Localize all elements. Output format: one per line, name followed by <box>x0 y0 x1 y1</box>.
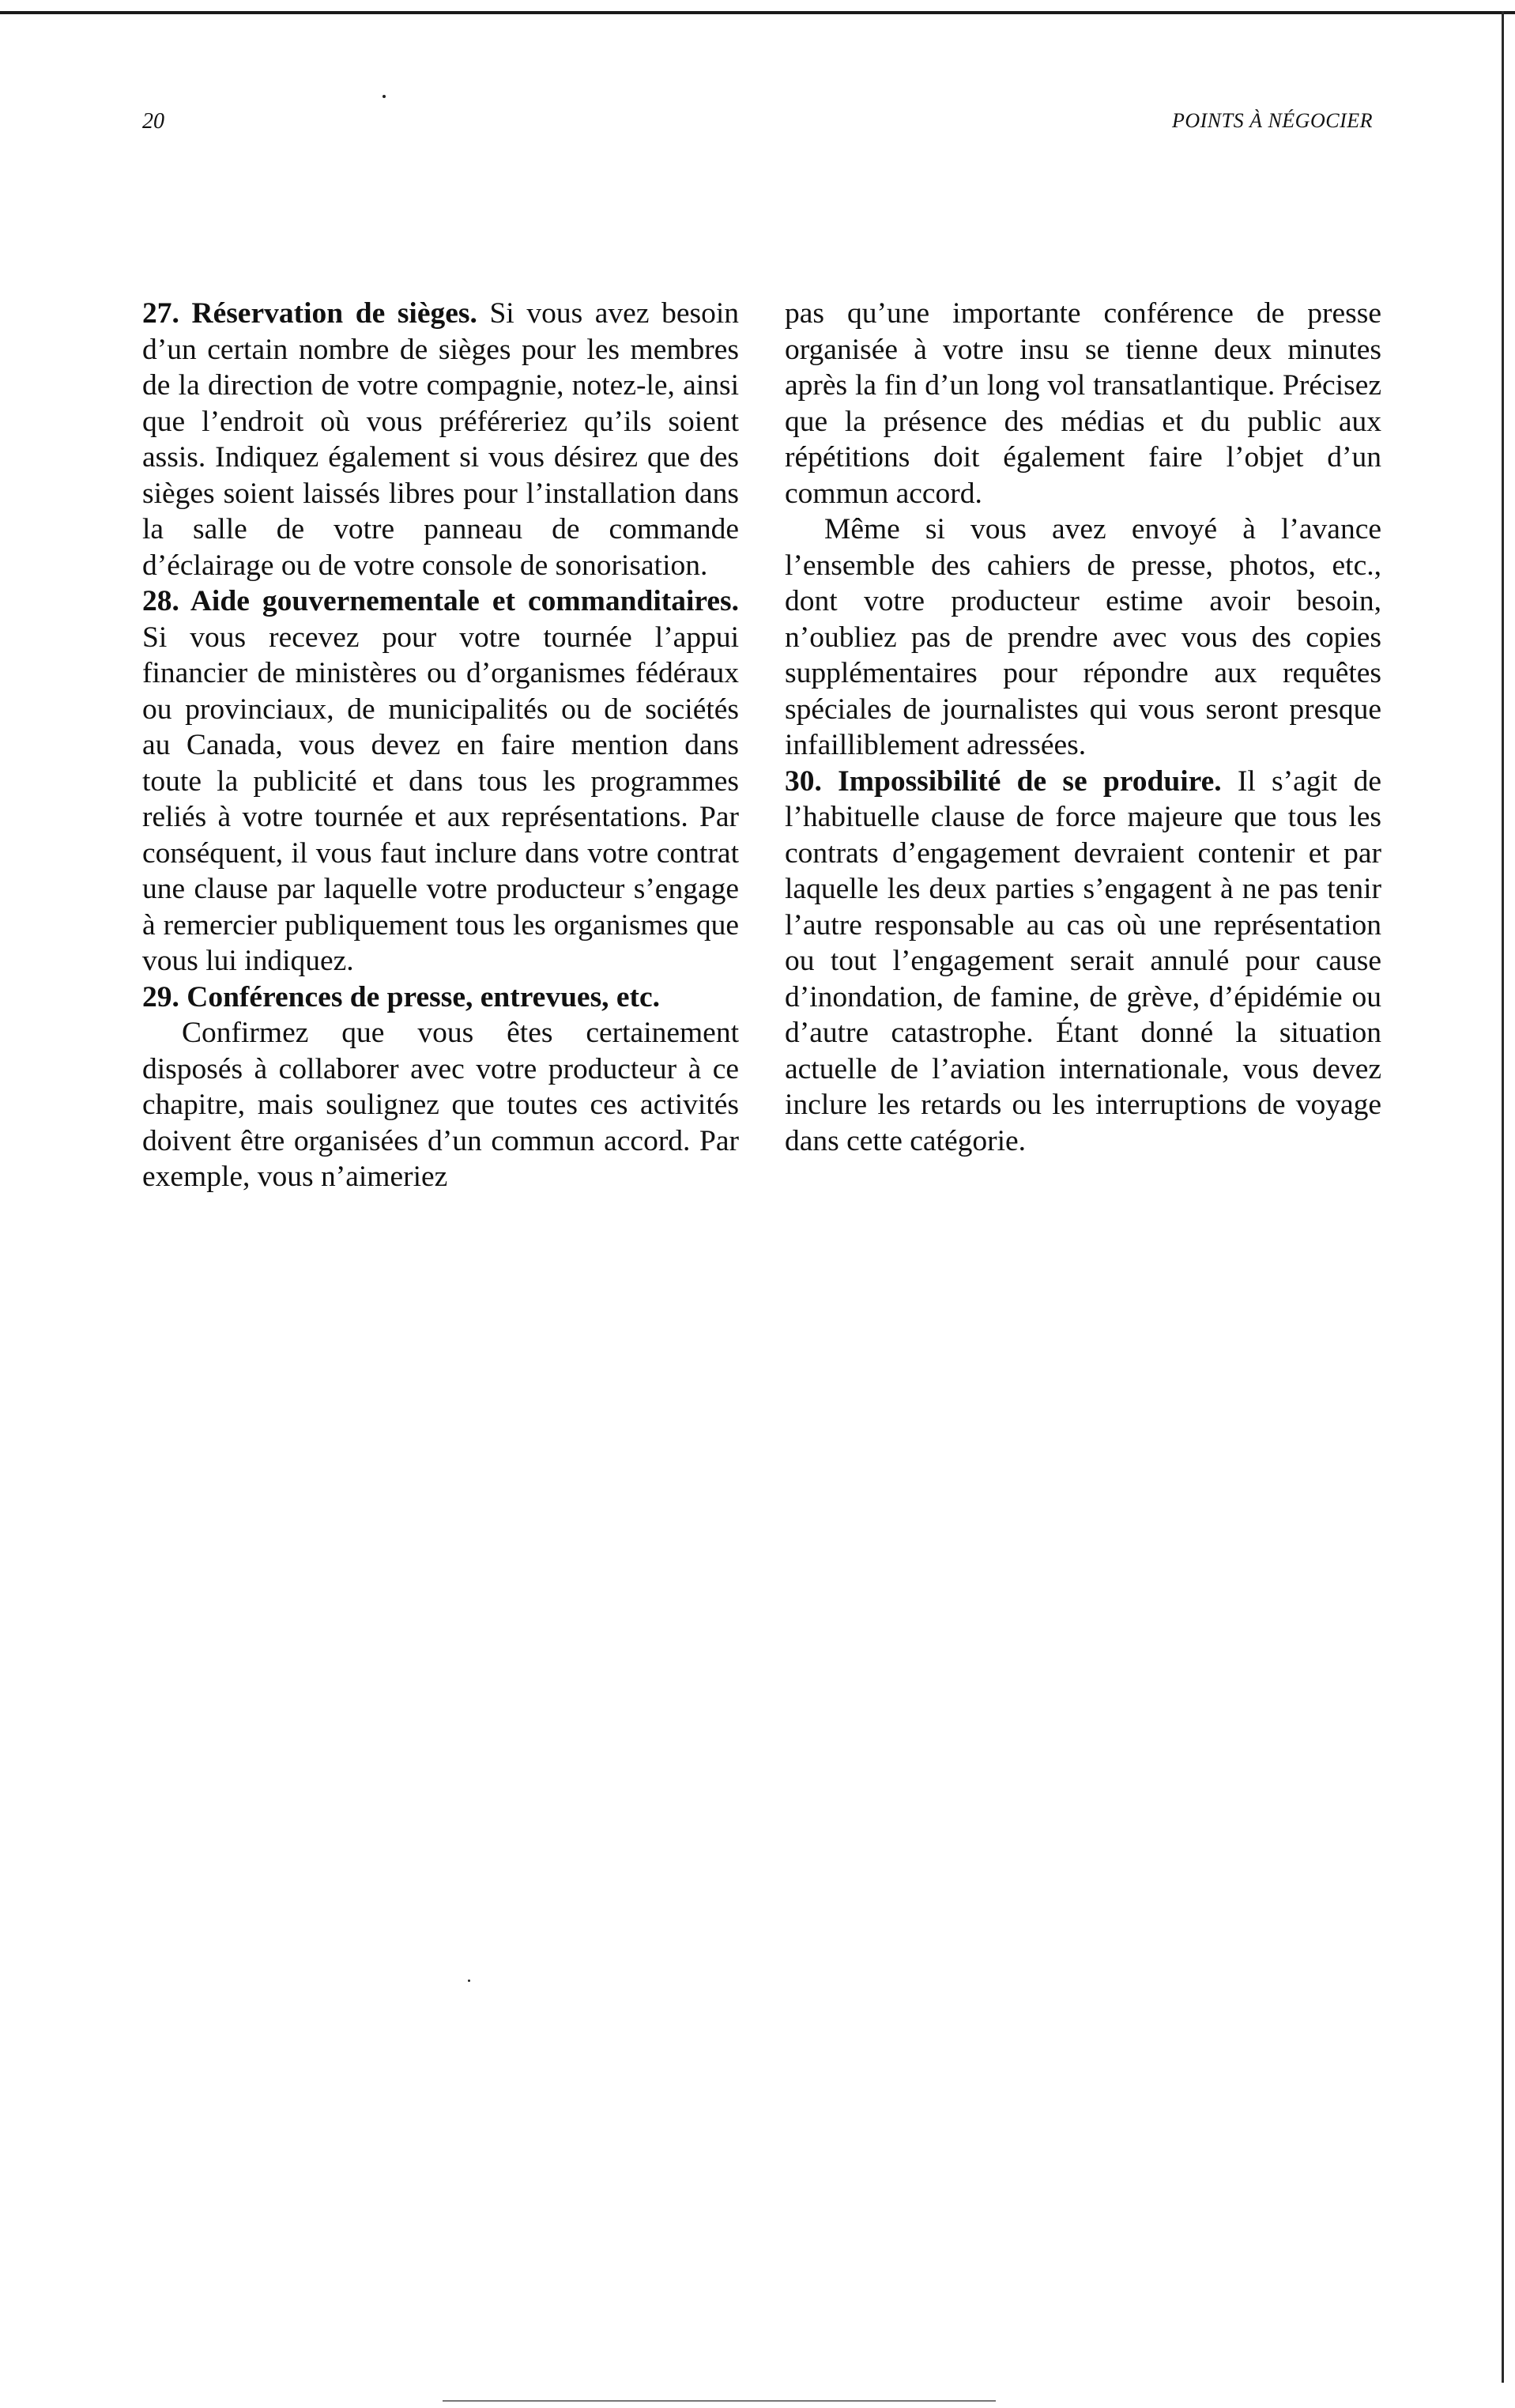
item-29-paragraph: Confirmez que vous êtes certainement disposés à collaborer avec votre producteur à ce chapitre, mais soulignez que toutes ces activités doivent être organisées d’un commun accord. Par exemple, vous n’aimeriez <box>142 1017 739 1193</box>
item-29-second-paragraph: Même si vous avez envoyé à l’avance l’ensemble des cahiers de presse, photos, etc., dont votre producteur estime avoir besoin, n’oubliez pas de prendre avec vous des copies supplémentaires pour répondre aux requêtes spéciales de journalistes qui vous seront presque infailliblement adressées. <box>785 513 1381 761</box>
item-29-continued-paragraph: pas qu’une importante conférence de presse organisée à votre insu se tienne deux minutes après la fin d’un long vol transatlantique. Précisez que la présence des médias et du public aux répétitions doit également faire l’objet d’un commun accord. <box>785 297 1381 510</box>
right-page-edge <box>1502 11 1504 2383</box>
item-27-body: Si vous avez besoin d’un certain nombre de sièges pour les membres de la direction de votre compagnie, notez-le, ainsi que l’endroit où vous préféreriez qu’ils soient assis. Indiquez également si vous désirez que des sièges soient laissés libres pour l’installation dans la salle de votre panneau de commande d’éclairage ou de votre console de sonorisation. <box>142 297 739 582</box>
scan-speck <box>468 1980 470 1982</box>
left-column <box>142 296 739 1195</box>
item-29-heading <box>142 979 739 1016</box>
item-29-title: 29. Conférences de presse, entrevues, etc. <box>142 980 661 1013</box>
item-28-body: Si vous recevez pour votre tournée l’appui financier de ministères ou d’organismes fédéraux ou provinciaux, de municipalités ou de sociétés au Canada, vous devez en faire mention dans toute la publicité et dans tous les programmes reliés à votre tournée et aux représentations. Par conséquent, il vous faut inclure dans votre contrat une clause par laquelle votre producteur s’engage à remercier publiquement tous les organismes que vous lui indiquez. <box>142 621 739 977</box>
item-27-title: 27. Réservation de sièges. <box>142 297 477 330</box>
item-27-paragraph <box>142 296 739 583</box>
top-border-rule <box>0 11 1515 14</box>
item-30-paragraph <box>785 764 1381 1160</box>
scan-speck <box>383 95 386 98</box>
item-30-title: 30. Impossibilité de se produire. <box>785 764 1222 798</box>
page-number: 20 <box>142 109 164 134</box>
bottom-scan-rule <box>443 2400 996 2402</box>
running-head: POINTS À NÉGOCIER <box>1171 109 1373 132</box>
right-column <box>785 296 1381 1159</box>
item-30-body: Il s’agit de l’habituelle clause de force majeure que tous les contrats d’engagement devraient contenir et par laquelle les deux parties s’engagent à ne pas tenir l’autre responsable au cas où une représentation ou tout l’engagement serait annulé pour cause d’inondation, de famine, de grève, d’épidémie ou d’autre catastrophe. Étant donné la situation actuelle de l’aviation internationale, vous devez inclure les retards ou les interruptions de voyage dans cette catégorie. <box>785 764 1381 1157</box>
item-28-paragraph <box>142 583 739 979</box>
item-28-title: 28. Aide gouvernementale et commanditaires. <box>142 585 739 617</box>
